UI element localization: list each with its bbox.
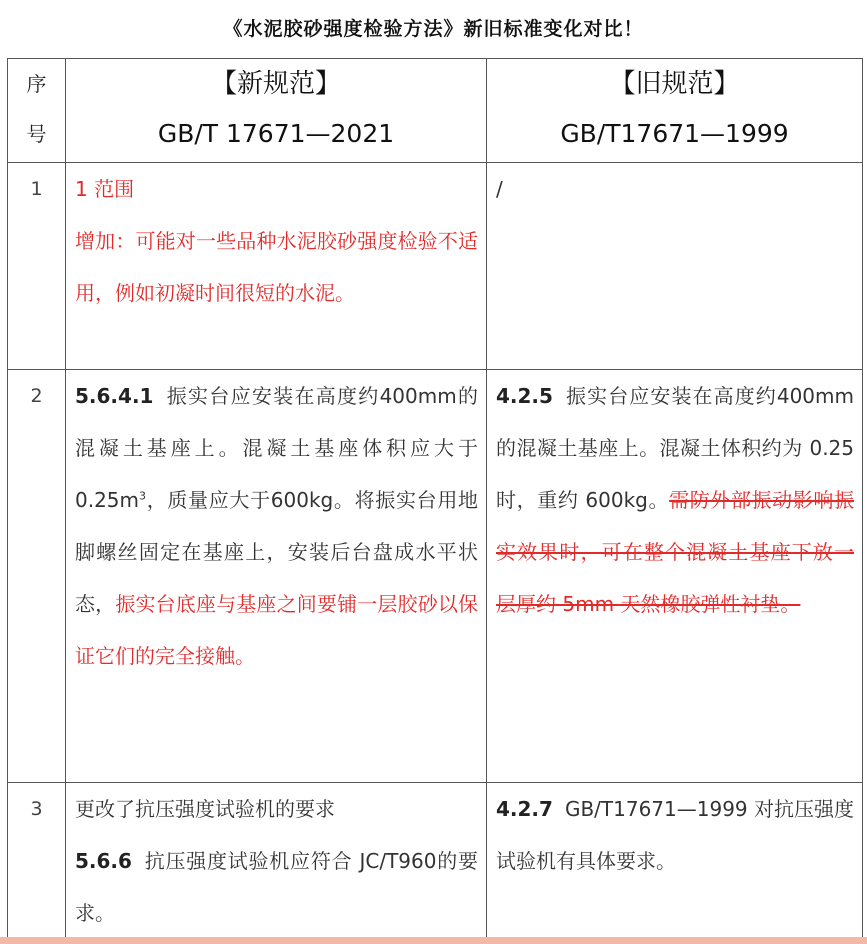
old-deleted-text: 需防外部振动影响振实效果时，可在整个混凝土基座下放一层厚约 5mm 天然橡胶弹性衬垫。 (496, 488, 855, 616)
new-standard-label: 【新规范】 (210, 69, 341, 99)
superscript-cubic: 3 (139, 489, 147, 503)
table-row (8, 163, 863, 370)
new-standard-cell (66, 370, 487, 783)
row-number: 3 (8, 783, 66, 943)
old-standard-header (487, 59, 863, 163)
new-added-text: 振实台底座与基座之间要铺一层胶砂以保证它们的完全接触。 (75, 592, 479, 668)
new-clause-text: 增加：可能对一些品种水泥胶砂强度检验不适用，例如初凝时间很短的水泥。 (75, 229, 478, 305)
seq-header-line2: 号 (26, 122, 47, 146)
new-standard-code: GB/T 17671—2021 (157, 119, 395, 148)
old-clause-number: 4.2.5 (496, 384, 553, 408)
new-standard-header (66, 59, 487, 163)
row-number: 1 (8, 163, 66, 370)
new-standard-cell (66, 163, 487, 370)
old-standard-cell (487, 163, 863, 370)
old-standard-cell (487, 370, 863, 783)
new-clause-text-part2: ，质量应大于600kg。将振实台用地脚螺丝固定在基座上，安装后台盘成水平状态， (75, 488, 478, 616)
new-clause-number: 5.6.6 (75, 849, 132, 873)
old-standard-label: 【旧规范】 (609, 69, 740, 99)
new-clause-text-part1: 振实台应安装在高度约400mm的混凝土基座上。混凝土基座体积应大于 0.25m (75, 384, 478, 512)
old-clause-text: GB/T17671—1999 对抗压强度试验机有具体要求。 (496, 797, 855, 873)
new-standard-cell (66, 783, 487, 943)
old-clause-number: 4.2.7 (496, 797, 553, 821)
row-number: 2 (8, 370, 66, 783)
table-row (8, 783, 863, 943)
new-change-intro: 更改了抗压强度试验机的要求 (75, 797, 335, 821)
old-standard-code: GB/T17671—1999 (560, 119, 789, 148)
old-clause-text: / (496, 177, 503, 201)
table-row (8, 370, 863, 783)
page-title: 《水泥胶砂强度检验方法》新旧标准变化对比！ (223, 18, 644, 40)
seq-header-line1: 序 (26, 72, 47, 96)
old-standard-cell (487, 783, 863, 943)
comparison-table (7, 58, 863, 943)
new-clause-number: 5.6.4.1 (75, 384, 154, 408)
old-clause-text: 振实台应安装在高度约400mm的混凝土基座上。混凝土体积约为 0.25 时，重约 600kg。 (496, 384, 854, 512)
seq-header (8, 59, 66, 163)
table-header-row (8, 59, 863, 163)
bottom-divider (0, 937, 867, 944)
new-clause-heading: 1 范围 (75, 177, 135, 201)
new-clause-text: 抗压强度试验机应符合 JC/T960的要求。 (75, 849, 478, 925)
